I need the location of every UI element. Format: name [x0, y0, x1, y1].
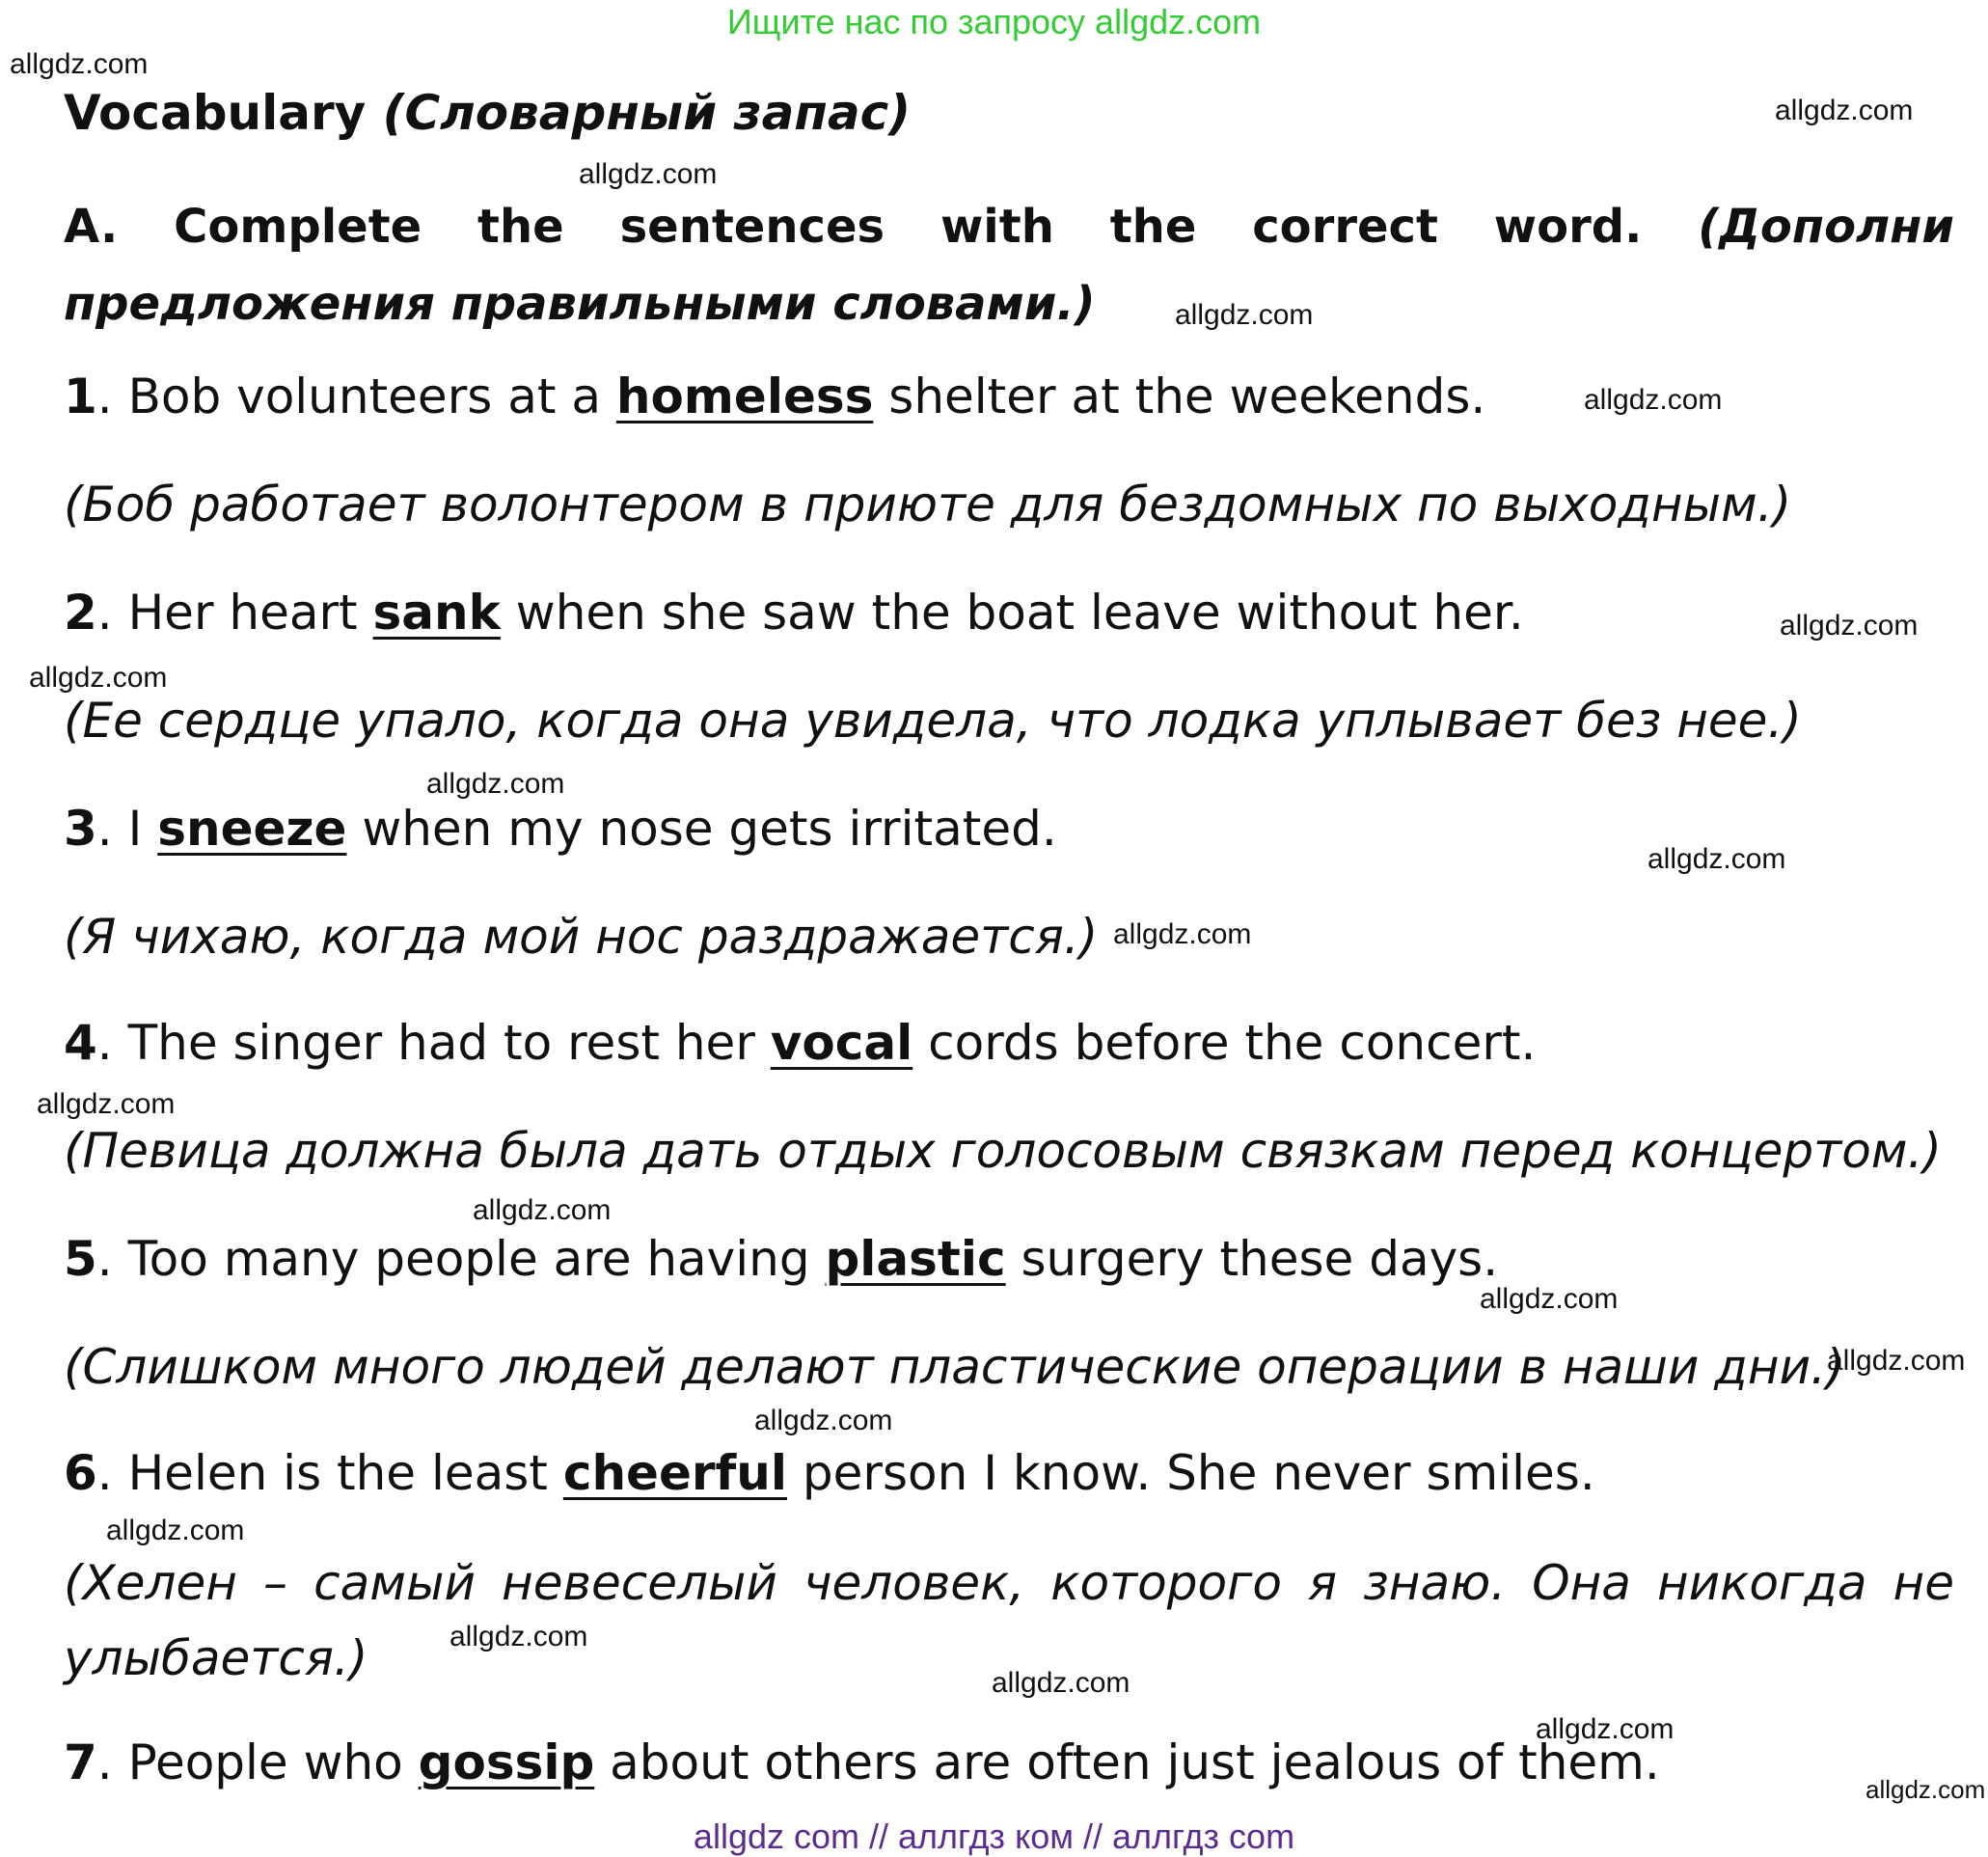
sentence-text: . Her heart: [96, 585, 373, 641]
footer-links: allgdz com // аллгдз ком // аллгдз com: [693, 1816, 1295, 1856]
sentence-text: surgery these days.: [1005, 1231, 1499, 1287]
watermark: allgdz.com: [1536, 1713, 1675, 1745]
sentence-text: . People who: [96, 1734, 419, 1790]
sentence-1: [64, 369, 1485, 424]
sentence-text: person I know. She never smiles.: [787, 1445, 1595, 1501]
watermark: allgdz.com: [1865, 1775, 1986, 1804]
watermark: allgdz.com: [449, 1621, 588, 1652]
watermark: allgdz.com: [1780, 610, 1919, 642]
sentence-text: when my nose gets irritated.: [346, 801, 1057, 857]
translation-6: (Хелен – самый невеселый человек, которого я знаю. Она никогда не улыбается.): [64, 1555, 1954, 1686]
item-number: 6: [64, 1445, 97, 1501]
sentence-text: when she saw the boat leave without her.: [500, 585, 1524, 641]
watermark: allgdz.com: [106, 1515, 245, 1546]
title-en: Vocabulary: [64, 85, 367, 141]
item-number: 7: [64, 1734, 97, 1790]
item-number: 3: [64, 801, 97, 857]
title-ru: (Словарный запас): [382, 85, 912, 141]
sentence-text: . Too many people are having: [96, 1231, 826, 1287]
task-en: A. Complete the sentences with the correct word.: [64, 200, 1643, 254]
sentence-4: [64, 1015, 1536, 1071]
sentence-text: . Helen is the least: [96, 1445, 563, 1501]
watermark: allgdz.com: [426, 768, 565, 800]
sentence-3: [64, 801, 1057, 857]
page-title: [64, 85, 911, 141]
watermark: allgdz.com: [29, 662, 168, 694]
translation-2: (Ее сердце упало, когда она увидела, что лодка уплывает без нее.): [64, 693, 1802, 749]
translation-3: (Я чихаю, когда мой нос раздражается.): [64, 909, 1099, 965]
watermark: allgdz.com: [1113, 918, 1252, 950]
watermark: allgdz.com: [1584, 384, 1723, 416]
answer-word: vocal: [770, 1015, 913, 1071]
translation-5: (Слишком много людей делают пластические операции в наши дни.): [64, 1339, 1845, 1395]
watermark: allgdz.com: [473, 1194, 612, 1226]
watermark: allgdz.com: [1775, 95, 1914, 126]
answer-word: sneeze: [157, 801, 347, 857]
translation-1: (Боб работает волонтером в приюте для бездомных по выходным.): [64, 477, 1792, 533]
sentence-5: [64, 1231, 1498, 1287]
item-number: 4: [64, 1015, 97, 1071]
watermark: allgdz.com: [1648, 843, 1786, 875]
watermark: allgdz.com: [1827, 1345, 1966, 1377]
sentence-7: [64, 1734, 1660, 1790]
item-number: 2: [64, 585, 97, 641]
answer-word: plastic: [825, 1231, 1006, 1287]
watermark: allgdz.com: [10, 48, 149, 80]
task-ru: (Дополни предложения правильными словами.): [64, 200, 1954, 331]
watermark: allgdz.com: [754, 1405, 893, 1436]
watermark: allgdz.com: [992, 1667, 1130, 1699]
sentence-2: [64, 585, 1524, 641]
watermark: allgdz.com: [37, 1088, 176, 1120]
sentence-text: shelter at the weekends.: [873, 369, 1486, 424]
sentence-6: [64, 1445, 1595, 1501]
sentence-text: . I: [96, 801, 158, 857]
sentence-text: cords before the concert.: [912, 1015, 1537, 1071]
translation-4: (Певица должна была дать отдых голосовым связкам перед концертом.): [64, 1123, 1942, 1179]
answer-word: sank: [372, 585, 501, 641]
top-banner: Ищите нас по запросу allgdz.com: [726, 2, 1262, 41]
watermark: allgdz.com: [1175, 299, 1314, 331]
answer-word: homeless: [615, 369, 874, 424]
answer-word: cheerful: [562, 1445, 788, 1501]
sentence-text: about others are often just jealous of them.: [594, 1734, 1660, 1790]
task-instruction: [64, 188, 1954, 342]
watermark: allgdz.com: [579, 158, 718, 190]
item-number: 5: [64, 1231, 97, 1287]
watermark: allgdz.com: [1480, 1283, 1619, 1315]
sentence-text: . The singer had to rest her: [96, 1015, 771, 1071]
answer-word: gossip: [418, 1734, 595, 1790]
item-number: 1: [64, 369, 97, 424]
sentence-text: . Bob volunteers at a: [96, 369, 616, 424]
